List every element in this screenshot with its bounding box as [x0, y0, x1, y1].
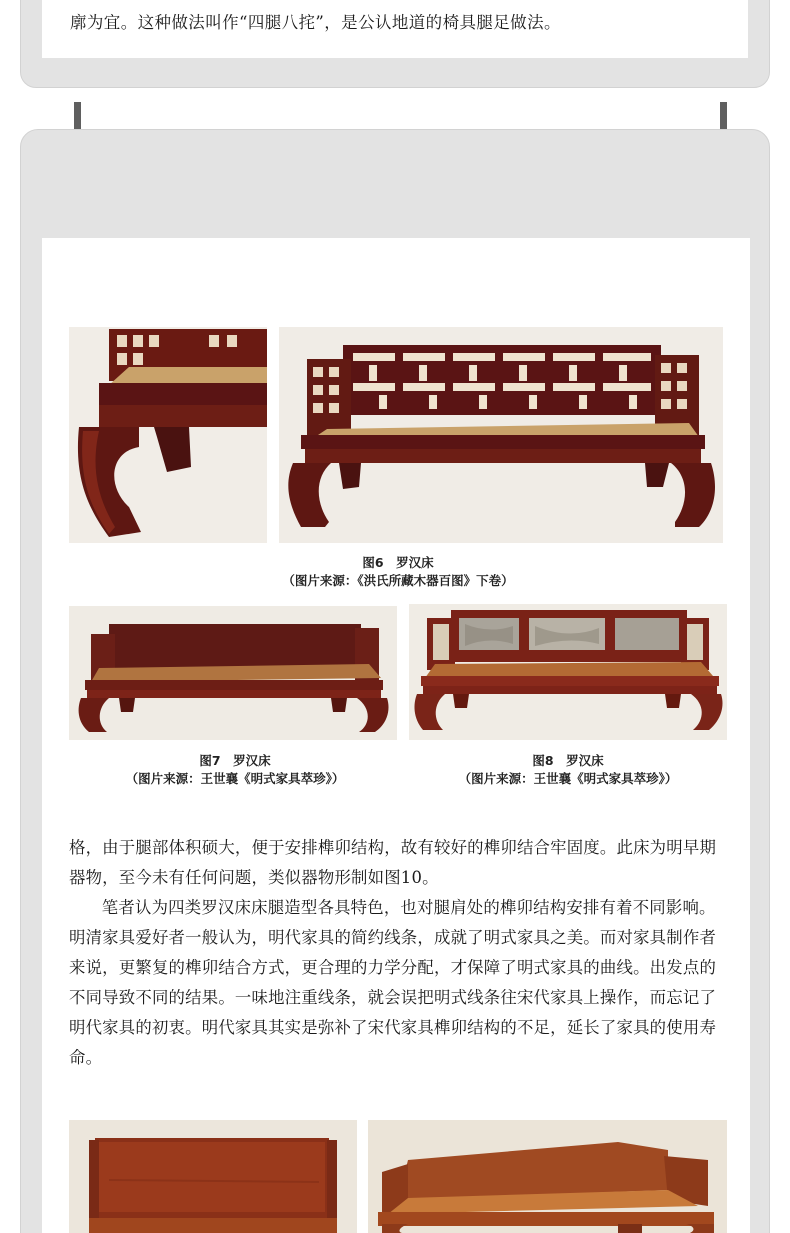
paragraph-1: 格，由于腿部体积硕大，便于安排榫卯结构，故有较好的榫卯结合牢固度。此床为明早期器物，至今未有任何问题，类似器物形制如图10。	[69, 838, 717, 887]
fig8-caption-title: 图8 罗汉床	[532, 753, 604, 768]
fig6-caption-title: 图6 罗汉床	[362, 555, 434, 570]
body-text	[69, 833, 729, 1073]
fig6-bed-photo	[279, 327, 723, 543]
fig6-caption-source: （图片来源：《洪氏所藏木器百图》下卷）	[282, 573, 514, 588]
paragraph-2: 笔者认为四类罗汉床床腿造型各具特色，也对腿肩处的榫卯结构安排有着不同影响。明清家具爱好者一般认为，明代家具的简约线条，成就了明式家具之美。而对家具制作者来说，更繁复的榫卯结合方式，更合理的力学分配，才保障了明式家具的曲线。出发点的不同导致不同的结果。一味地注重线条，就会误把明式线条往宋代家具上操作，而忘记了明代家具的初衷。明代家具其实是弥补了宋代家具榫卯结构的不足，延长了家具的使用寿命。	[69, 898, 717, 1067]
fig7-caption	[70, 752, 400, 788]
fig8-bed-photo	[409, 604, 727, 740]
fig6-detail-photo	[69, 327, 267, 543]
fig8-caption-source: （图片来源：王世襄《明式家具萃珍》）	[458, 771, 678, 786]
fig7-caption-source: （图片来源：王世襄《明式家具萃珍》）	[125, 771, 345, 786]
fig7-bed-photo	[69, 606, 397, 740]
fig8-caption	[408, 752, 728, 788]
fig7-caption-title: 图7 罗汉床	[199, 753, 271, 768]
fig6-caption	[200, 554, 596, 590]
fig9-right-photo	[368, 1120, 727, 1233]
previous-page-last-line: 廓为宜。这种做法叫作“四腿八挓”，是公认地道的椅具腿足做法。	[70, 13, 561, 32]
fig9-left-photo	[69, 1120, 357, 1233]
